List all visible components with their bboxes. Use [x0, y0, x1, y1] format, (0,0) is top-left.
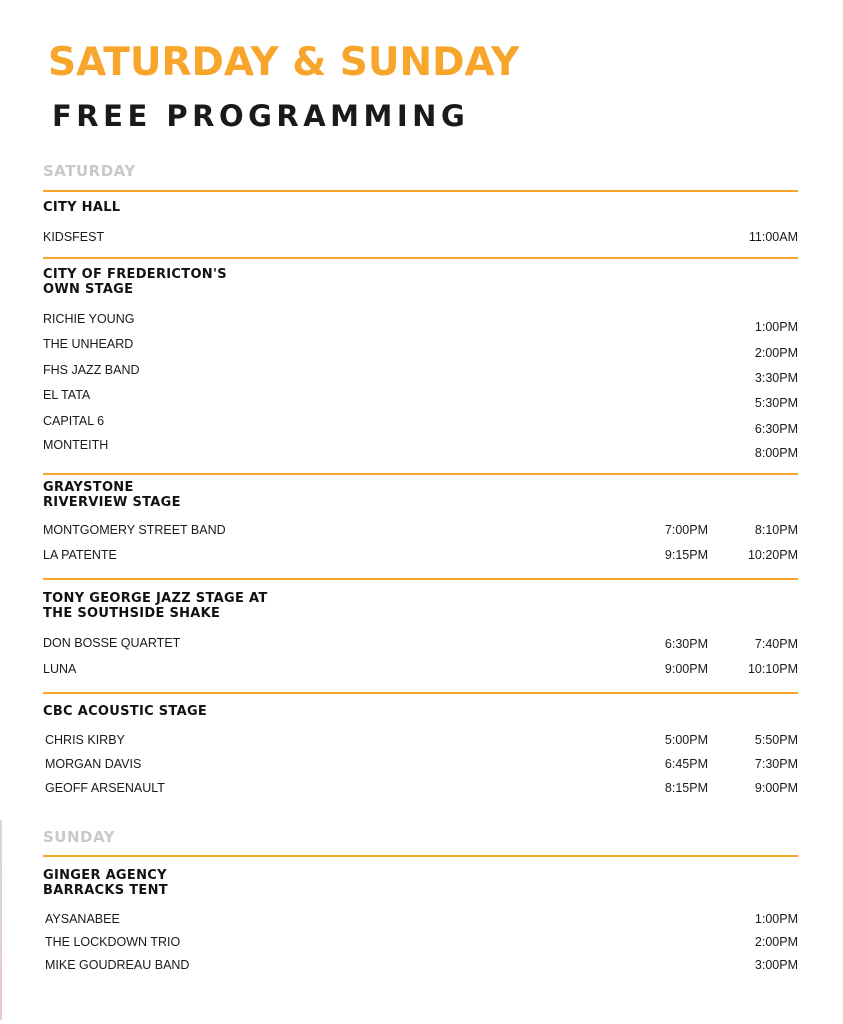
venue-fredericton-line2: OWN STAGE: [43, 282, 134, 297]
act-start-time: 8:15PM: [664, 781, 708, 795]
act-end-time: 5:50PM: [754, 733, 798, 747]
page-subtitle: FREE PROGRAMMING: [52, 99, 470, 133]
page-title: SATURDAY & SUNDAY: [48, 40, 520, 85]
venue-graystone-line1: GRAYSTONE: [43, 480, 134, 495]
act-name: THE LOCKDOWN TRIO: [45, 935, 181, 949]
act-end-time: 7:30PM: [754, 757, 798, 771]
act-name: THE UNHEARD: [43, 337, 134, 351]
act-end-time: 1:00PM: [754, 320, 798, 334]
divider: [43, 190, 798, 192]
act-end-time: 7:40PM: [754, 637, 798, 651]
act-name: LUNA: [43, 662, 77, 676]
divider: [43, 855, 798, 857]
venue-ginger-line1: GINGER AGENCY: [43, 868, 167, 883]
divider: [43, 578, 798, 580]
act-name: MONTEITH: [43, 438, 109, 452]
act-start-time: 9:15PM: [664, 548, 708, 562]
act-end-time: 1:00PM: [754, 912, 798, 926]
divider: [43, 257, 798, 259]
act-name: MORGAN DAVIS: [45, 757, 142, 771]
act-end-time: 9:00PM: [754, 781, 798, 795]
act-name: LA PATENTE: [43, 548, 117, 562]
venue-tony-george-line1: TONY GEORGE JAZZ STAGE AT: [43, 591, 268, 606]
act-end-time: 5:30PM: [754, 396, 798, 410]
act-end-time: 11:00AM: [748, 230, 798, 244]
act-name: KIDSFEST: [43, 230, 105, 244]
act-name: EL TATA: [43, 388, 91, 402]
act-name: DON BOSSE QUARTET: [43, 636, 181, 650]
act-end-time: 3:00PM: [754, 958, 798, 972]
act-name: CAPITAL 6: [43, 414, 105, 428]
venue-fredericton-line1: CITY OF FREDERICTON'S: [43, 267, 227, 282]
act-end-time: 10:20PM: [747, 548, 798, 562]
day-heading-sunday: SUNDAY: [43, 828, 116, 846]
act-name: MONTGOMERY STREET BAND: [43, 523, 226, 537]
act-start-time: 7:00PM: [664, 523, 708, 537]
act-name: FHS JAZZ BAND: [43, 363, 140, 377]
act-name: AYSANABEE: [45, 912, 120, 926]
act-start-time: 5:00PM: [664, 733, 708, 747]
act-end-time: 2:00PM: [754, 935, 798, 949]
venue-tony-george-line2: THE SOUTHSIDE SHAKE: [43, 606, 221, 621]
act-end-time: 2:00PM: [754, 346, 798, 360]
divider: [43, 473, 798, 475]
divider: [43, 692, 798, 694]
venue-ginger-line2: BARRACKS TENT: [43, 883, 168, 898]
act-end-time: 3:30PM: [754, 371, 798, 385]
act-name: RICHIE YOUNG: [43, 312, 135, 326]
act-name: GEOFF ARSENAULT: [45, 781, 165, 795]
act-start-time: 6:45PM: [664, 757, 708, 771]
act-end-time: 8:00PM: [754, 446, 798, 460]
act-end-time: 6:30PM: [754, 422, 798, 436]
page-edge: [0, 820, 2, 1020]
day-heading-saturday: SATURDAY: [43, 162, 136, 180]
act-start-time: 6:30PM: [664, 637, 708, 651]
act-end-time: 10:10PM: [747, 662, 798, 676]
act-name: CHRIS KIRBY: [45, 733, 125, 747]
act-start-time: 9:00PM: [664, 662, 708, 676]
venue-cbc: CBC ACOUSTIC STAGE: [43, 704, 208, 719]
act-name: MIKE GOUDREAU BAND: [45, 958, 190, 972]
act-end-time: 8:10PM: [754, 523, 798, 537]
venue-graystone-line2: RIVERVIEW STAGE: [43, 495, 181, 510]
venue-city-hall: CITY HALL: [43, 200, 121, 215]
